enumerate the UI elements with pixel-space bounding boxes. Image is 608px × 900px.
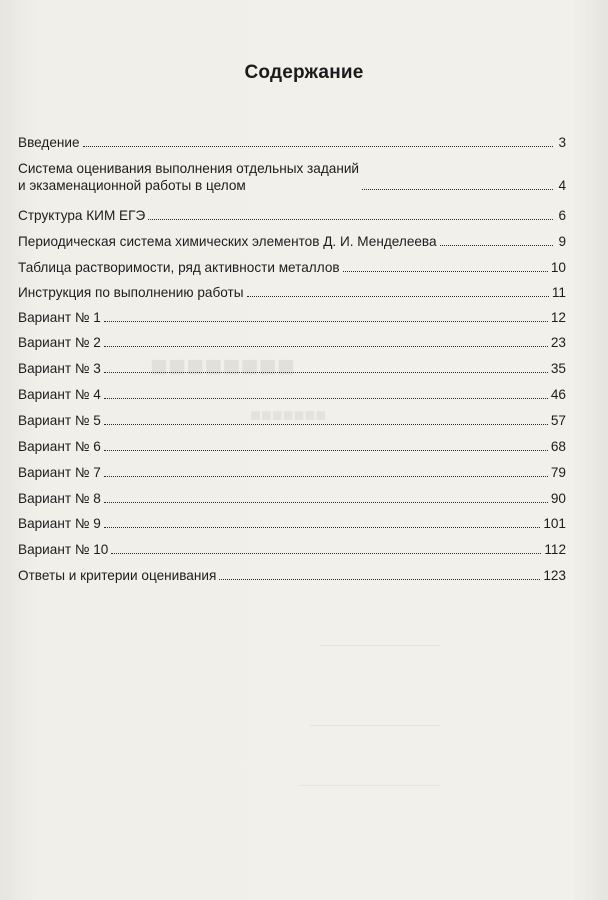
dot-leader <box>104 527 541 528</box>
toc-entry-label: Введение <box>18 135 80 150</box>
toc-entry-instructions <box>18 284 566 301</box>
toc-entry-label: Вариант № 10 <box>18 542 109 557</box>
dot-leader <box>148 219 553 220</box>
toc-entry-assessment-system <box>18 160 566 194</box>
dot-leader <box>219 579 540 580</box>
toc-entry-variant-2 <box>18 334 566 351</box>
dot-leader <box>104 346 548 347</box>
toc-entry-page: 11 <box>551 285 566 300</box>
toc-entry-kim-structure <box>18 207 566 224</box>
toc-entry-label-line-1: Система оценивания выполнения отдельных заданий <box>18 161 360 176</box>
toc-entry-solubility-table <box>18 259 566 276</box>
toc-entry-page: 46 <box>550 387 566 402</box>
dot-leader <box>104 398 548 399</box>
toc-entry-label-line-2: и экзаменационной работы в целом <box>18 178 246 193</box>
toc-entry-label: Вариант № 8 <box>18 491 101 506</box>
dot-leader <box>104 372 548 373</box>
toc-entry-label: Вариант № 7 <box>18 465 101 480</box>
toc-entry-page: 90 <box>550 491 566 506</box>
toc-entry-variant-8 <box>18 490 566 507</box>
toc-entry-page: 3 <box>558 135 566 150</box>
dot-leader <box>362 189 553 190</box>
toc-entry-label: Вариант № 2 <box>18 335 101 350</box>
toc-entry-page: 12 <box>550 310 566 325</box>
dot-leader <box>104 502 548 503</box>
toc-entry-variant-3 <box>18 360 566 377</box>
toc-entry-variant-4 <box>18 386 566 403</box>
toc-entry-page: 35 <box>550 361 566 376</box>
toc-entry-label: Вариант № 9 <box>18 516 101 531</box>
toc-entry-variant-9 <box>18 515 566 532</box>
toc-entry-variant-1 <box>18 309 566 326</box>
dot-leader <box>111 553 541 554</box>
bleed-through-decoration: —————————————— <box>300 780 440 791</box>
toc-entry-page: 101 <box>543 516 566 531</box>
toc-entry-page: 112 <box>544 542 566 557</box>
bleed-through-decoration: ———————————— <box>320 640 440 651</box>
dot-leader <box>247 296 549 297</box>
toc-entry-page: 23 <box>550 335 566 350</box>
toc-entry-introduction <box>18 134 566 151</box>
toc-entry-label: Вариант № 5 <box>18 413 101 428</box>
dot-leader <box>104 424 548 425</box>
bleed-through-decoration: ■■■■■■■■ <box>150 350 295 383</box>
toc-entry-variant-7 <box>18 464 566 481</box>
toc-entry-page: 68 <box>550 439 566 454</box>
toc-entry-page: 10 <box>550 260 566 275</box>
toc-entry-page: 6 <box>558 208 566 223</box>
toc-entry-label: Таблица растворимости, ряд активности металлов <box>18 260 340 275</box>
toc-entry-answers <box>18 567 566 584</box>
dot-leader <box>104 450 548 451</box>
dot-leader <box>440 245 553 246</box>
toc-entry-label: Ответы и критерии оценивания <box>18 568 217 583</box>
toc-entry-page: 57 <box>550 413 566 428</box>
toc-entry-variant-10 <box>18 541 566 558</box>
toc-entry-label: Вариант № 6 <box>18 439 101 454</box>
page-title: Содержание <box>244 62 364 83</box>
toc-entry-label: Структура КИМ ЕГЭ <box>18 208 146 223</box>
toc-entry-page: 9 <box>558 234 566 249</box>
toc-entry-page: 123 <box>543 568 566 583</box>
toc-entry-page: 79 <box>550 465 566 480</box>
toc-entry-label: Инструкция по выполнению работы <box>18 285 244 300</box>
dot-leader <box>104 321 548 322</box>
dot-leader <box>104 476 548 477</box>
toc-entry-label: Периодическая система химических элементов Д. И. Менделеева <box>18 234 437 249</box>
toc-entry-label <box>18 160 359 194</box>
toc-entry-periodic-table <box>18 233 566 250</box>
bleed-through-decoration: ■■■■■■■ <box>250 405 327 425</box>
toc-entry-page: 4 <box>558 178 566 193</box>
bleed-through-decoration: ————————————— <box>310 720 440 731</box>
toc-entry-label: Вариант № 3 <box>18 361 101 376</box>
dot-leader <box>343 271 548 272</box>
toc-entry-label: Вариант № 4 <box>18 387 101 402</box>
dot-leader <box>83 146 553 147</box>
toc-entry-label: Вариант № 1 <box>18 310 101 325</box>
toc-entry-variant-5 <box>18 412 566 429</box>
toc-entry-variant-6 <box>18 438 566 455</box>
